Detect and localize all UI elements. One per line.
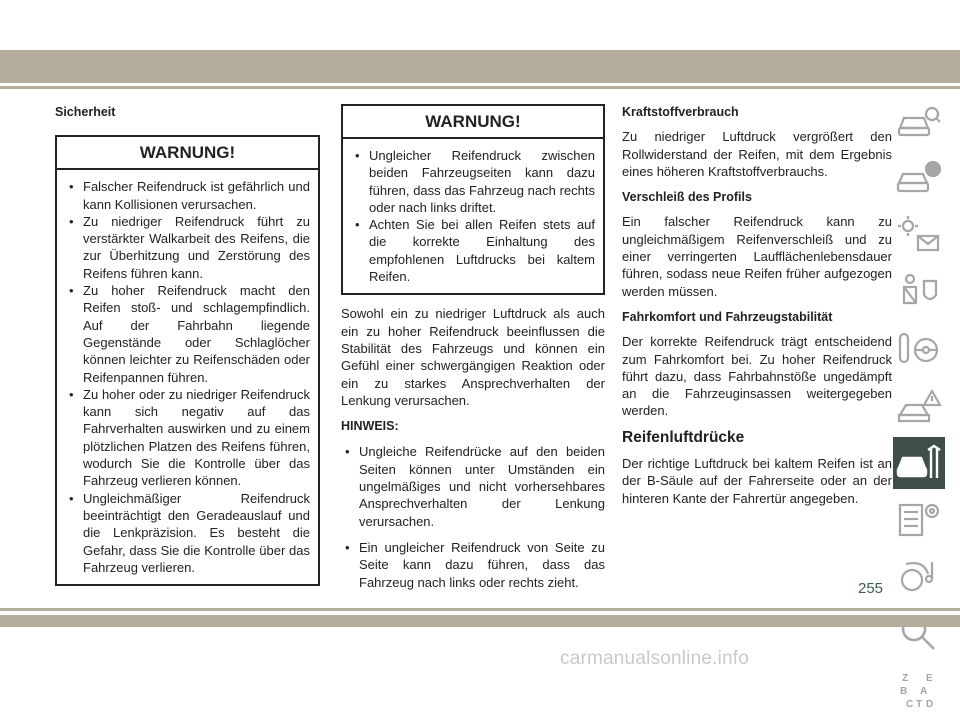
maintenance-specs-icon[interactable] — [893, 494, 945, 546]
warning-item: • Falscher Reifendruck ist gefährlich und kann Kollisionen verursachen. — [65, 178, 310, 213]
header-band — [0, 50, 960, 83]
svg-text:T: T — [916, 699, 923, 710]
warning-list — [57, 170, 318, 584]
warning-box — [341, 104, 605, 295]
paragraph-fuel: Zu niedriger Luftdruck vergrößert den Rollwiderstand der Reifen, mit dem Ergebnis eines höheren Kraftstoffverbrauchs. — [622, 129, 892, 179]
column-middle — [341, 104, 605, 600]
seatbelt-safety-icon[interactable] — [893, 266, 945, 318]
warning-item: • Ungleicher Reifendruck zwischen beiden Fahrzeugseiten kann dazu führen, dass das Fahrzeug nach rechts oder nach links driftet. — [351, 147, 595, 216]
warning-item: • Ungleichmäßiger Reifendruck beeinträchtigt den Geradeauslauf und die Lenkpräzision. Es besteht die Gefahr, dass Sie die Kontrolle über das Fahrzeug verlieren. — [65, 490, 310, 576]
svg-text:D: D — [926, 699, 934, 710]
section-title: Sicherheit — [55, 105, 116, 119]
index-icon[interactable] — [893, 665, 945, 717]
svg-text:C: C — [906, 699, 914, 710]
warning-item: • Achten Sie bei allen Reifen stets auf die korrekte Einhaltung des empfohlenen Luftdrucks bei kaltem Reifen. — [351, 216, 595, 285]
column-right — [622, 104, 892, 516]
footer-rule — [0, 608, 960, 611]
note-item: • Ein ungleicher Reifendruck von Seite zu Seite kann dazu führen, dass das Fahrzeug nach links oder rechts zieht. — [341, 539, 605, 591]
body-paragraph: Sowohl ein zu niedriger Luftdruck als auch ein zu hoher Reifendruck beeinflussen die Stabilität des Fahrzeugs und können ein Gefühl einer schwergängigen Reaktion oder ein zu starkes Ansprechverhalten der Lenkung verursachen. — [341, 306, 605, 408]
footer-band — [0, 615, 960, 627]
car-search-icon[interactable] — [893, 95, 945, 147]
paragraph-comfort: Der korrekte Reifendruck trägt entscheidend zum Fahrkomfort bei. Zu hoher Reifendruck führt dazu, dass Fahrbahnstöße ungedämpft an die Fahrzeuginsassen weitergegeben werden. — [622, 334, 892, 419]
subheading-tread: Verschleiß des Profils — [622, 190, 752, 205]
paragraph-tread: Ein falscher Reifendruck kann zu ungleichmäßigem Reifenverschleiß und zu einer verringerten Laufflächenlebensdauer führen, sodass neue Reifen früher aufgezogen werden müssen. — [622, 214, 892, 299]
multimedia-icon[interactable] — [893, 551, 945, 603]
svg-text:Z: Z — [902, 673, 909, 684]
warning-box — [55, 135, 320, 586]
warning-title: WARNUNG! — [57, 137, 318, 170]
heading-tire-pressure: Reifenluftdrücke — [622, 428, 745, 446]
warning-item: • Zu hoher Reifendruck macht den Reifen stoß- und schlagempfindlich. Auf der Fahrbahn liegende Gegenstände oder Schlaglöcher können leichter zu Reifenschäden oder Reifenpannen führen. — [65, 282, 310, 386]
car-info-icon[interactable] — [893, 152, 945, 204]
column-left — [55, 104, 320, 586]
car-service-icon[interactable] — [893, 437, 945, 489]
chapter-tabs — [893, 95, 945, 722]
svg-text:E: E — [926, 673, 933, 684]
hazard-warning-icon[interactable] — [893, 380, 945, 432]
watermark: carmanualsonline.info — [560, 648, 750, 669]
svg-text:A: A — [920, 686, 928, 697]
note-title: HINWEIS: — [341, 419, 399, 434]
starting-driving-icon[interactable] — [893, 323, 945, 375]
dashboard-lights-icon[interactable] — [893, 209, 945, 261]
note-list — [341, 443, 605, 590]
subheading-comfort: Fahrkomfort und Fahrzeugstabilität — [622, 309, 833, 324]
note-item: • Ungleiche Reifendrücke auf den beiden Seiten können unter Umständen ein ungelmäßiges und nicht vorhersehbares Ansprechverhalten der Lenkung verursachen. — [341, 443, 605, 529]
header-rule — [0, 86, 960, 89]
warning-item: • Zu hoher oder zu niedriger Reifendruck kann sich negativ auf das Fahrverhalten auswirken und zu einem plötzlichen Platzen des Reifens führen, wodurch Sie die Kontrolle über das Fahrzeug verlieren können. — [65, 386, 310, 490]
warning-list — [343, 139, 603, 293]
paragraph-tire-pressure: Der richtige Luftdruck bei kaltem Reifen ist an der B-Säule auf der Fahrerseite oder an der hinteren Kante der Fahrertür angegeben. — [622, 456, 892, 506]
subheading-fuel: Kraftstoffverbrauch — [622, 105, 739, 119]
page-number: 255 — [858, 580, 884, 597]
warning-item: • Zu niedriger Reifendruck führt zu verstärkter Walkarbeit des Reifens, die zur Überhitzung und Zerstörung des Reifens führen kann. — [65, 213, 310, 282]
svg-text:B: B — [900, 686, 908, 697]
warning-title: WARNUNG! — [343, 106, 603, 139]
